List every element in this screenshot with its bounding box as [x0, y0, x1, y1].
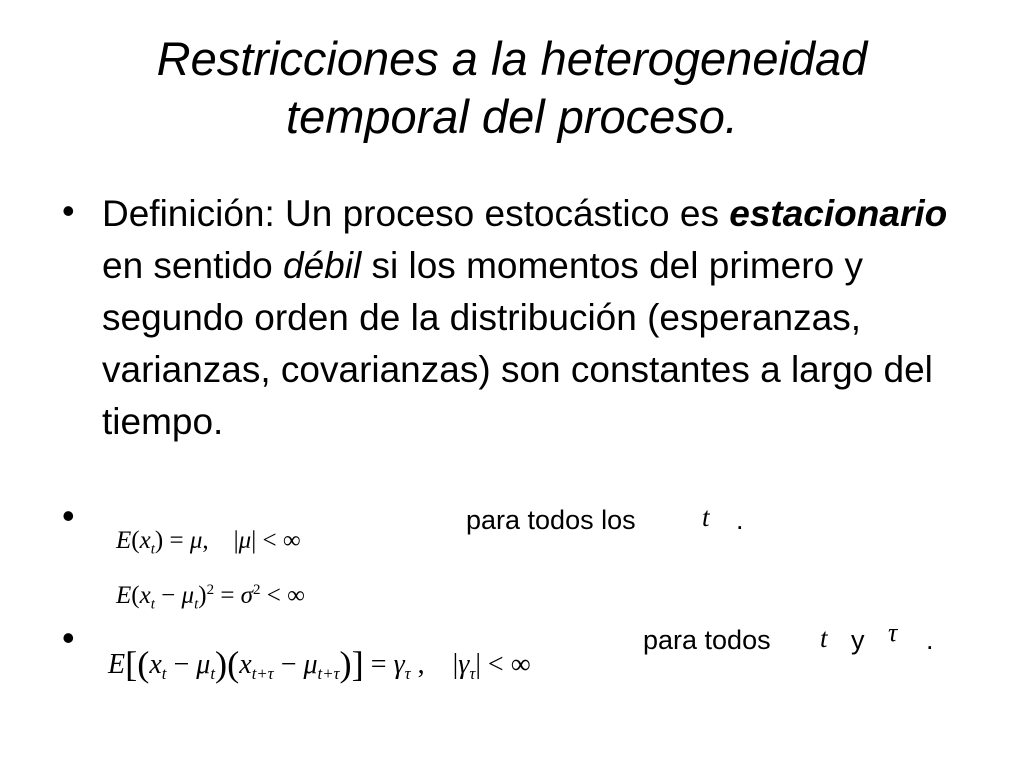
variable-tau: τ [888, 618, 898, 647]
bullet3-conjunction: y [851, 625, 865, 655]
bullet-marker: • [62, 617, 75, 658]
bullet3-period: . [926, 625, 934, 655]
definition-term-estacionario: estacionario [729, 193, 948, 234]
definition-text-3: si los momentos del primero y segundo orden de la distribución (esperanzas, varianzas, covarianzas) son constantes a largo del tiempo. [102, 245, 933, 442]
bullet3-condition-text: para todos [643, 625, 771, 655]
bullet-marker: • [62, 190, 75, 231]
variance-equation: $E(x_t - \mu_t)^2 = \sigma^2$ < ∞ [116, 582, 305, 613]
bullet2-period: . [736, 505, 744, 535]
slide-title: Restricciones a la heterogeneidad temporal del proceso. [156, 32, 868, 143]
definition-text-2: en sentido [102, 245, 284, 286]
definition-paragraph [102, 188, 982, 448]
variable-t: t [702, 502, 710, 532]
bullet2-condition-text: para todos los [466, 505, 636, 535]
bullet-marker: • [62, 495, 75, 536]
definition-text-1: Definición: Un proceso estocástico es [102, 193, 730, 234]
definition-term-debil: débil [283, 245, 362, 286]
mean-equation: $E(x_t) = \mu$, |μ| < ∞ [116, 527, 301, 558]
covariance-equation: $E[(x_t - \mu_t)(x_{t+\tau} - \mu_{t+\tau})] = \gamma_\tau$ , $|\gamma_\tau|$ < ∞ [108, 644, 531, 684]
variable-t: t [820, 623, 828, 653]
